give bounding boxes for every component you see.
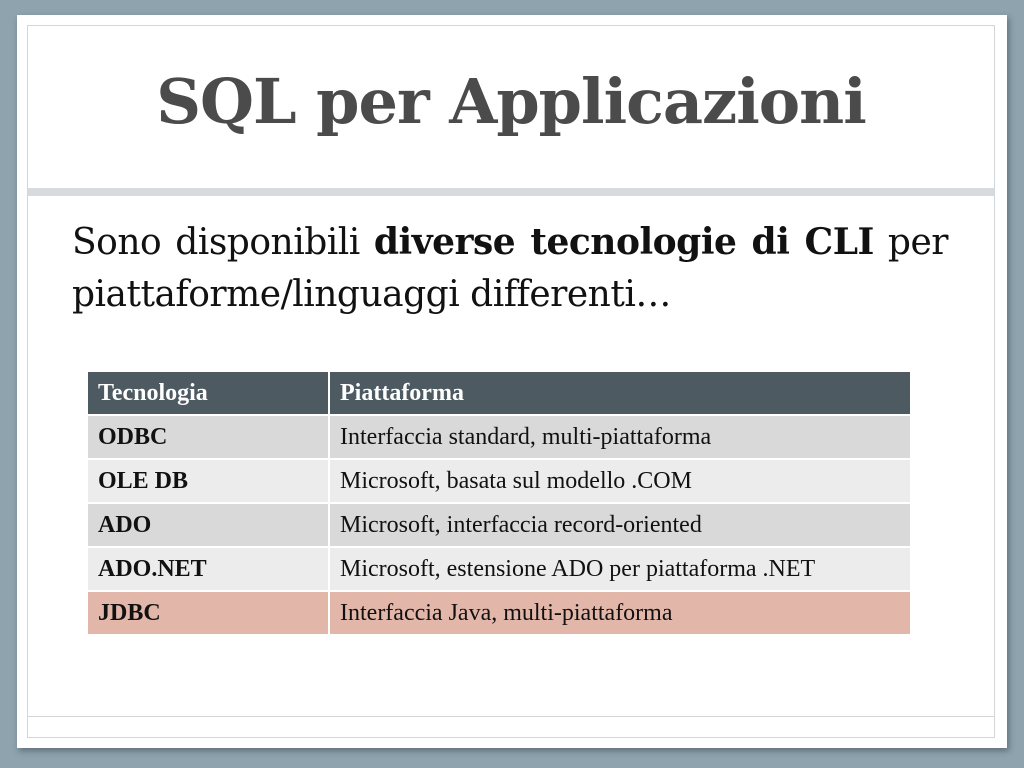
cell-platform: Microsoft, estensione ADO per piattaforma .NET <box>329 547 911 591</box>
slide-frame <box>27 25 995 738</box>
intro-text-end: per piattaforme/linguaggi differenti… <box>72 222 948 315</box>
table-row <box>87 459 911 503</box>
cell-technology: ADO.NET <box>87 547 329 591</box>
table-row <box>87 503 911 547</box>
table-header-row <box>87 371 911 415</box>
cell-technology: ODBC <box>87 415 329 459</box>
cell-platform: Microsoft, basata sul modello .COM <box>329 459 911 503</box>
header-platform: Piattaforma <box>329 371 911 415</box>
title-band <box>28 26 994 184</box>
cell-technology: OLE DB <box>87 459 329 503</box>
technology-table <box>86 370 912 636</box>
table-row <box>87 415 911 459</box>
table-row-highlighted <box>87 591 911 635</box>
cell-platform: Interfaccia Java, multi-piattaforma <box>329 591 911 635</box>
cell-technology: JDBC <box>87 591 329 635</box>
page-title: SQL per Applicazioni <box>156 64 866 138</box>
slide <box>17 15 1007 748</box>
cell-technology: ADO <box>87 503 329 547</box>
intro-text-start: Sono disponibili <box>72 222 374 263</box>
intro-paragraph <box>72 216 948 321</box>
intro-text-bold: diverse tecnologie di CLI <box>373 221 874 263</box>
footer-divider <box>28 716 994 717</box>
title-divider <box>28 188 994 196</box>
header-technology: Tecnologia <box>87 371 329 415</box>
cell-platform: Microsoft, interfaccia record-oriented <box>329 503 911 547</box>
cell-platform: Interfaccia standard, multi-piattaforma <box>329 415 911 459</box>
table-row <box>87 547 911 591</box>
